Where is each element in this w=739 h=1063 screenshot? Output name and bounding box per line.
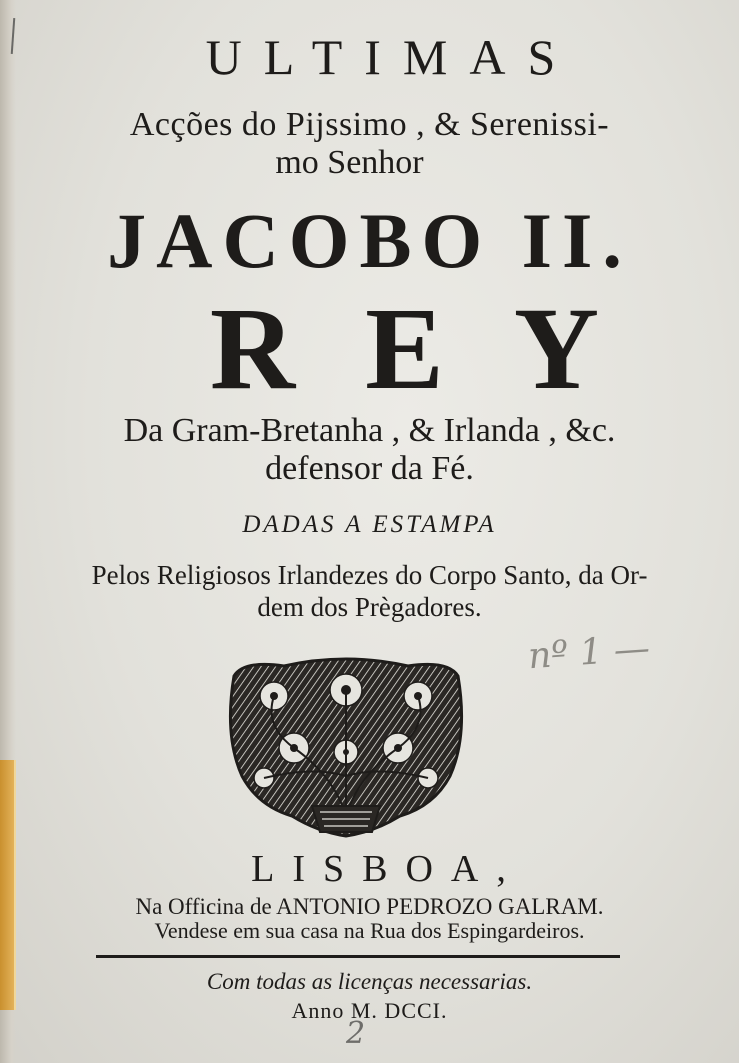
title-line-pelos: Pelos Religiosos Irlandezes do Corpo Santo, da Or- — [91, 560, 648, 590]
imprint-city: LISBOA, — [251, 848, 524, 890]
title-line-gram-bretanha: Da Gram-Bretanha , & Irlanda , &c. — [123, 412, 616, 449]
page-number: 2 — [346, 1016, 366, 1051]
title-line-accoes: Acções do Pijssimo , & Serenissi- — [129, 106, 610, 143]
title-line-dadas: DADAS A ESTAMPA — [242, 511, 497, 538]
title-line-ultimas: ULTIMAS — [205, 29, 578, 85]
imprint-seller: Vendese em sua casa na Rua dos Espingardeiros. — [154, 918, 585, 943]
floral-basket-ornament-icon — [224, 656, 468, 838]
handwritten-note: nº 1 — — [526, 627, 652, 678]
title-line-pregadores: dem dos Prègadores. — [257, 592, 482, 622]
imprint-year: Anno M. DCCI. — [291, 998, 448, 1023]
title-line-rey: REY — [209, 283, 670, 414]
title-line-defensor: defensor da Fé. — [265, 450, 474, 487]
imprint-license: Com todas as licenças necessarias. — [206, 969, 533, 994]
horizontal-rule — [96, 955, 620, 958]
title-line-senhor: mo Senhor — [275, 144, 424, 181]
imprint-printer: Na Officina de ANTONIO PEDROZO GALRAM. — [135, 894, 604, 919]
title-line-jacobo: JACOBO II. — [107, 197, 632, 284]
